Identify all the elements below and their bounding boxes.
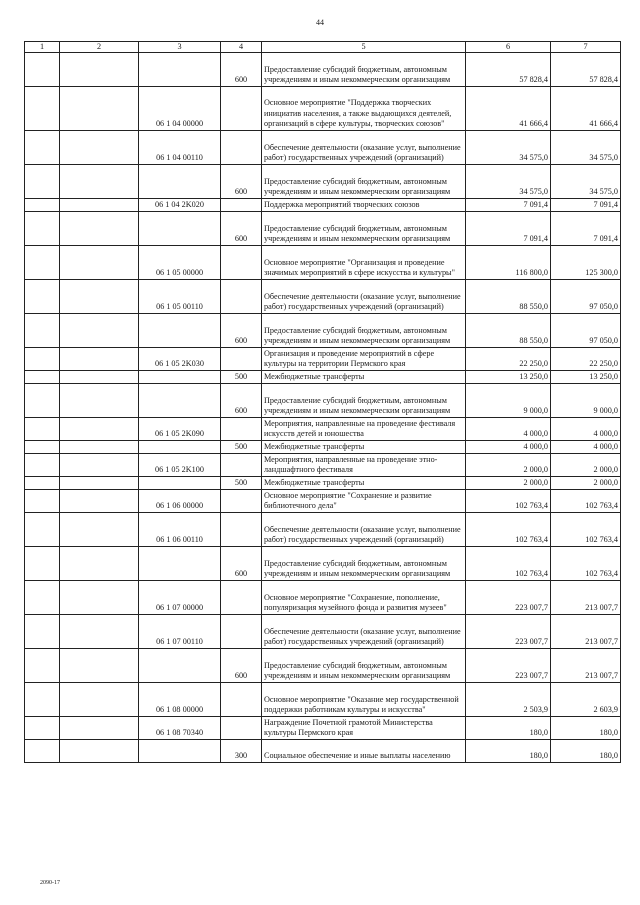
cell-amount-year-1: 88 550,0 [466, 280, 551, 314]
cell-expense-type [221, 683, 262, 717]
cell-col-1 [25, 615, 60, 649]
cell-amount-year-2: 22 250,0 [551, 348, 621, 371]
cell-expense-type: 500 [221, 477, 262, 490]
cell-amount-year-1: 2 000,0 [466, 454, 551, 477]
cell-amount-year-1: 7 091,4 [466, 199, 551, 212]
document-code: 2090-17 [40, 880, 60, 886]
cell-amount-year-2: 180,0 [551, 717, 621, 740]
cell-expense-type: 300 [221, 740, 262, 763]
cell-col-1 [25, 246, 60, 280]
header-col-4: 4 [221, 42, 262, 53]
cell-col-2 [60, 490, 139, 513]
cell-target-article: 06 1 05 2K100 [139, 454, 221, 477]
cell-amount-year-1: 180,0 [466, 740, 551, 763]
cell-amount-year-2: 102 763,4 [551, 490, 621, 513]
cell-expense-type: 600 [221, 649, 262, 683]
cell-amount-year-1: 9 000,0 [466, 384, 551, 418]
cell-col-1 [25, 513, 60, 547]
header-col-2: 2 [60, 42, 139, 53]
cell-col-2 [60, 477, 139, 490]
cell-expense-type: 600 [221, 212, 262, 246]
cell-name: Предоставление субсидий бюджетным, автономным учреждениям и иным некоммерческим организациям [262, 53, 466, 87]
cell-target-article: 06 1 04 00110 [139, 131, 221, 165]
cell-amount-year-1: 57 828,4 [466, 53, 551, 87]
cell-name: Предоставление субсидий бюджетным, автономным учреждениям и иным некоммерческим организациям [262, 165, 466, 199]
cell-name: Межбюджетные трансферты [262, 371, 466, 384]
cell-name: Межбюджетные трансферты [262, 441, 466, 454]
cell-amount-year-2: 213 007,7 [551, 649, 621, 683]
cell-name: Обеспечение деятельности (оказание услуг, выполнение работ) государственных учреждений (организаций) [262, 131, 466, 165]
cell-name: Основное мероприятие "Поддержка творческих инициатив населения, а также выдающихся деятелей, организаций в сфере культуры, творческих союзов" [262, 87, 466, 131]
cell-target-article [139, 314, 221, 348]
cell-expense-type [221, 615, 262, 649]
cell-amount-year-1: 102 763,4 [466, 513, 551, 547]
cell-expense-type: 500 [221, 441, 262, 454]
cell-amount-year-1: 102 763,4 [466, 547, 551, 581]
cell-name: Основное мероприятие "Оказание мер государственной поддержки работникам культуры и искусства" [262, 683, 466, 717]
page-number: 44 [316, 18, 324, 27]
table-row [25, 513, 621, 547]
cell-amount-year-2: 41 666,4 [551, 87, 621, 131]
cell-amount-year-1: 2 503,9 [466, 683, 551, 717]
cell-expense-type [221, 513, 262, 547]
cell-name: Мероприятия, направленные на проведение фестиваля искусств детей и юношества [262, 418, 466, 441]
cell-amount-year-1: 7 091,4 [466, 212, 551, 246]
cell-col-2 [60, 348, 139, 371]
cell-amount-year-2: 97 050,0 [551, 280, 621, 314]
cell-col-2 [60, 165, 139, 199]
cell-amount-year-2: 7 091,4 [551, 199, 621, 212]
cell-col-2 [60, 740, 139, 763]
cell-target-article: 06 1 07 00000 [139, 581, 221, 615]
cell-amount-year-1: 223 007,7 [466, 581, 551, 615]
cell-target-article [139, 212, 221, 246]
cell-col-2 [60, 314, 139, 348]
budget-table [24, 41, 621, 763]
cell-target-article: 06 1 05 00000 [139, 246, 221, 280]
table-row [25, 683, 621, 717]
cell-col-2 [60, 384, 139, 418]
cell-expense-type [221, 454, 262, 477]
cell-name: Предоставление субсидий бюджетным, автономным учреждениям и иным некоммерческим организациям [262, 547, 466, 581]
cell-amount-year-2: 7 091,4 [551, 212, 621, 246]
cell-col-1 [25, 384, 60, 418]
cell-col-1 [25, 418, 60, 441]
cell-name: Обеспечение деятельности (оказание услуг, выполнение работ) государственных учреждений (организаций) [262, 513, 466, 547]
cell-target-article: 06 1 05 2K090 [139, 418, 221, 441]
cell-target-article [139, 53, 221, 87]
cell-col-1 [25, 165, 60, 199]
cell-name: Основное мероприятие "Организация и проведение значимых мероприятий в сфере искусства и культуры" [262, 246, 466, 280]
cell-col-1 [25, 441, 60, 454]
table-row [25, 314, 621, 348]
cell-target-article [139, 477, 221, 490]
table-row [25, 199, 621, 212]
cell-col-1 [25, 348, 60, 371]
cell-name: Поддержка мероприятий творческих союзов [262, 199, 466, 212]
cell-amount-year-2: 213 007,7 [551, 581, 621, 615]
cell-amount-year-2: 97 050,0 [551, 314, 621, 348]
cell-amount-year-1: 4 000,0 [466, 441, 551, 454]
cell-target-article: 06 1 04 2K020 [139, 199, 221, 212]
cell-amount-year-1: 223 007,7 [466, 615, 551, 649]
cell-col-1 [25, 199, 60, 212]
cell-name: Предоставление субсидий бюджетным, автономным учреждениям и иным некоммерческим организациям [262, 384, 466, 418]
cell-amount-year-1: 2 000,0 [466, 477, 551, 490]
cell-target-article: 06 1 08 00000 [139, 683, 221, 717]
table-row [25, 717, 621, 740]
cell-col-2 [60, 581, 139, 615]
cell-target-article [139, 740, 221, 763]
cell-col-1 [25, 683, 60, 717]
table-row [25, 740, 621, 763]
table-row [25, 441, 621, 454]
cell-expense-type: 600 [221, 165, 262, 199]
cell-amount-year-2: 4 000,0 [551, 441, 621, 454]
cell-col-2 [60, 280, 139, 314]
table-row [25, 212, 621, 246]
cell-col-1 [25, 581, 60, 615]
cell-name: Предоставление субсидий бюджетным, автономным учреждениям и иным некоммерческим организациям [262, 314, 466, 348]
cell-name: Межбюджетные трансферты [262, 477, 466, 490]
cell-amount-year-1: 4 000,0 [466, 418, 551, 441]
cell-amount-year-2: 34 575,0 [551, 131, 621, 165]
table-body [25, 53, 621, 763]
table-row [25, 53, 621, 87]
cell-target-article: 06 1 05 00110 [139, 280, 221, 314]
table-row [25, 615, 621, 649]
cell-name: Основное мероприятие "Сохранение, пополнение, популяризация музейного фонда и развития музеев" [262, 581, 466, 615]
cell-amount-year-1: 223 007,7 [466, 649, 551, 683]
cell-col-1 [25, 212, 60, 246]
cell-amount-year-2: 213 007,7 [551, 615, 621, 649]
cell-amount-year-2: 102 763,4 [551, 547, 621, 581]
cell-col-1 [25, 477, 60, 490]
cell-target-article: 06 1 06 00110 [139, 513, 221, 547]
cell-name: Социальное обеспечение и иные выплаты населению [262, 740, 466, 763]
cell-name: Мероприятия, направленные на проведение этно-ландшафтного фестиваля [262, 454, 466, 477]
table-row [25, 348, 621, 371]
cell-amount-year-1: 116 800,0 [466, 246, 551, 280]
cell-col-1 [25, 717, 60, 740]
cell-expense-type: 600 [221, 547, 262, 581]
table-row [25, 246, 621, 280]
cell-col-2 [60, 513, 139, 547]
table-row [25, 490, 621, 513]
table-row [25, 165, 621, 199]
cell-col-2 [60, 371, 139, 384]
cell-target-article: 06 1 06 00000 [139, 490, 221, 513]
cell-amount-year-2: 2 000,0 [551, 477, 621, 490]
cell-col-1 [25, 53, 60, 87]
cell-amount-year-2: 13 250,0 [551, 371, 621, 384]
table-row [25, 280, 621, 314]
table-row [25, 477, 621, 490]
cell-amount-year-1: 22 250,0 [466, 348, 551, 371]
cell-expense-type [221, 418, 262, 441]
cell-target-article [139, 441, 221, 454]
cell-target-article [139, 649, 221, 683]
cell-col-2 [60, 717, 139, 740]
cell-expense-type: 600 [221, 53, 262, 87]
table-row [25, 87, 621, 131]
cell-amount-year-1: 13 250,0 [466, 371, 551, 384]
cell-name: Предоставление субсидий бюджетным, автономным учреждениям и иным некоммерческим организациям [262, 212, 466, 246]
table-row [25, 547, 621, 581]
header-col-3: 3 [139, 42, 221, 53]
cell-target-article: 06 1 05 2K030 [139, 348, 221, 371]
cell-amount-year-2: 2 603,9 [551, 683, 621, 717]
table-row [25, 454, 621, 477]
cell-target-article [139, 371, 221, 384]
cell-expense-type [221, 490, 262, 513]
cell-col-2 [60, 454, 139, 477]
cell-expense-type: 600 [221, 314, 262, 348]
header-col-1: 1 [25, 42, 60, 53]
cell-target-article: 06 1 07 00110 [139, 615, 221, 649]
header-col-7: 7 [551, 42, 621, 53]
cell-amount-year-2: 102 763,4 [551, 513, 621, 547]
cell-name: Предоставление субсидий бюджетным, автономным учреждениям и иным некоммерческим организациям [262, 649, 466, 683]
cell-target-article: 06 1 08 70340 [139, 717, 221, 740]
cell-amount-year-2: 9 000,0 [551, 384, 621, 418]
cell-col-2 [60, 683, 139, 717]
cell-col-1 [25, 131, 60, 165]
cell-expense-type [221, 131, 262, 165]
cell-expense-type [221, 581, 262, 615]
cell-col-2 [60, 547, 139, 581]
cell-amount-year-1: 88 550,0 [466, 314, 551, 348]
cell-expense-type: 500 [221, 371, 262, 384]
cell-col-2 [60, 53, 139, 87]
cell-amount-year-1: 34 575,0 [466, 165, 551, 199]
cell-expense-type: 600 [221, 384, 262, 418]
cell-name: Обеспечение деятельности (оказание услуг, выполнение работ) государственных учреждений (организаций) [262, 280, 466, 314]
cell-amount-year-1: 180,0 [466, 717, 551, 740]
cell-name: Обеспечение деятельности (оказание услуг, выполнение работ) государственных учреждений (организаций) [262, 615, 466, 649]
cell-col-1 [25, 740, 60, 763]
cell-col-2 [60, 649, 139, 683]
table-row [25, 418, 621, 441]
cell-expense-type [221, 199, 262, 212]
cell-col-1 [25, 371, 60, 384]
cell-expense-type [221, 87, 262, 131]
cell-col-2 [60, 418, 139, 441]
cell-name: Организация и проведение мероприятий в сфере культуры на территории Пермского края [262, 348, 466, 371]
cell-col-2 [60, 615, 139, 649]
table-row [25, 649, 621, 683]
cell-col-2 [60, 212, 139, 246]
table-header [25, 42, 621, 53]
cell-target-article: 06 1 04 00000 [139, 87, 221, 131]
cell-col-1 [25, 314, 60, 348]
cell-target-article [139, 165, 221, 199]
cell-name: Награждение Почетной грамотой Министерства культуры Пермского края [262, 717, 466, 740]
cell-amount-year-2: 34 575,0 [551, 165, 621, 199]
cell-col-2 [60, 199, 139, 212]
header-col-5: 5 [262, 42, 466, 53]
cell-expense-type [221, 246, 262, 280]
cell-col-2 [60, 87, 139, 131]
table-row [25, 371, 621, 384]
cell-col-1 [25, 490, 60, 513]
cell-target-article [139, 384, 221, 418]
cell-expense-type [221, 280, 262, 314]
cell-expense-type [221, 348, 262, 371]
header-row [25, 42, 621, 53]
cell-amount-year-2: 125 300,0 [551, 246, 621, 280]
cell-amount-year-2: 180,0 [551, 740, 621, 763]
cell-col-1 [25, 649, 60, 683]
cell-amount-year-2: 2 000,0 [551, 454, 621, 477]
cell-col-1 [25, 454, 60, 477]
cell-col-2 [60, 246, 139, 280]
cell-amount-year-2: 57 828,4 [551, 53, 621, 87]
cell-col-1 [25, 547, 60, 581]
cell-amount-year-1: 41 666,4 [466, 87, 551, 131]
table-row [25, 581, 621, 615]
cell-col-2 [60, 441, 139, 454]
cell-target-article [139, 547, 221, 581]
cell-expense-type [221, 717, 262, 740]
table-row [25, 384, 621, 418]
cell-amount-year-1: 102 763,4 [466, 490, 551, 513]
header-col-6: 6 [466, 42, 551, 53]
cell-col-1 [25, 280, 60, 314]
cell-name: Основное мероприятие "Сохранение и развитие библиотечного дела" [262, 490, 466, 513]
cell-col-2 [60, 131, 139, 165]
cell-amount-year-1: 34 575,0 [466, 131, 551, 165]
table-row [25, 131, 621, 165]
cell-col-1 [25, 87, 60, 131]
cell-amount-year-2: 4 000,0 [551, 418, 621, 441]
